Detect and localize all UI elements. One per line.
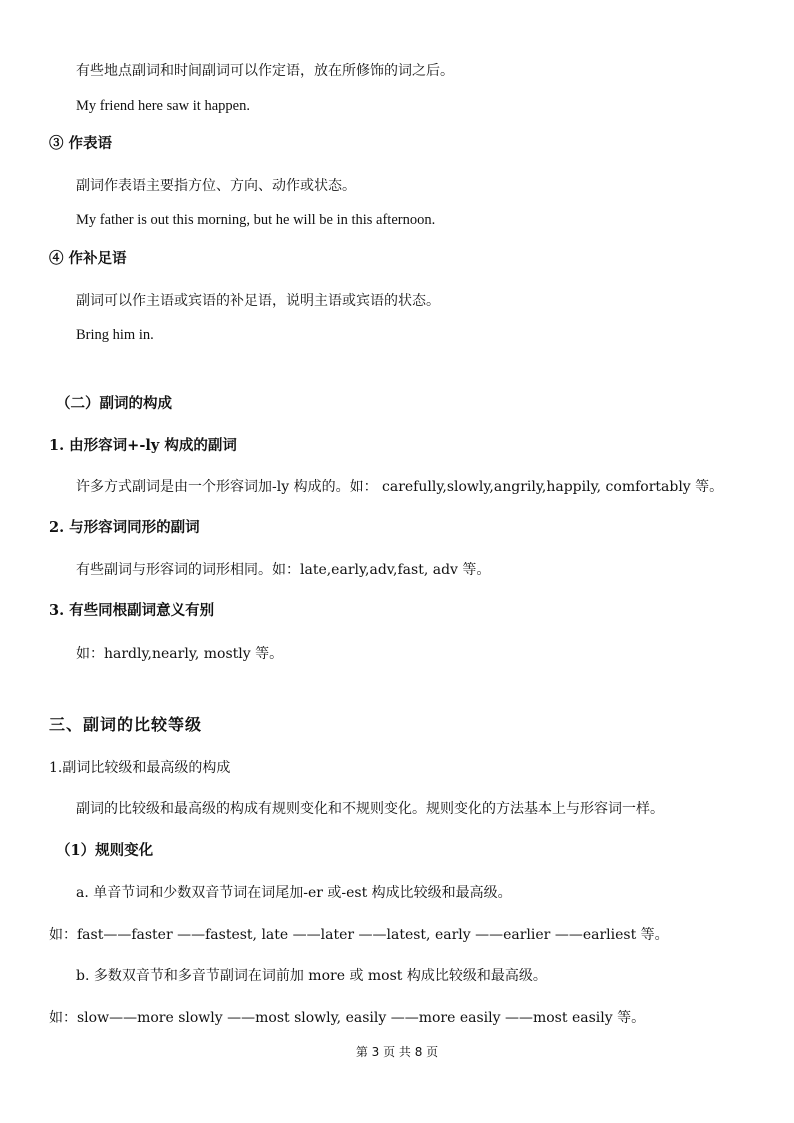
heading-adj-ly: 1. 由形容词+-ly 构成的副词 (49, 437, 237, 454)
paragraph-complement-note: 副词可以作主语或宾语的补足语，说明主语或宾语的状态。 (76, 293, 440, 309)
rule-a: a. 单音节词和少数双音节词在词尾加-er 或-est 构成比较级和最高级。 (76, 885, 512, 901)
example-sentence: My father is out this morning, but he will be in this afternoon. (76, 212, 436, 228)
paragraph-same-root: 如：hardly,nearly, mostly 等。 (76, 646, 284, 662)
subheading-predicative: ③ 作表语 (49, 135, 113, 152)
example-a: 如：fast——faster ——fastest, late ——later ——latest, early ——earlier ——earliest 等。 (49, 927, 669, 943)
page-footer: 第 3 页 共 8 页 (355, 1045, 439, 1059)
example-b: 如：slow——more slowly ——most slowly, easily ——more easily ——most easily 等。 (49, 1010, 646, 1026)
paragraph-predicative-note: 副词作表语主要指方位、方向、动作或状态。 (76, 178, 356, 194)
subheading-complement: ④ 作补足语 (49, 250, 127, 267)
heading-comparative-formation: 1.副词比较级和最高级的构成 (49, 760, 231, 776)
heading-same-root: 3. 有些同根副词意义有别 (49, 602, 215, 619)
chapter-heading-comparison: 三、副词的比较等级 (49, 715, 203, 734)
heading-same-form: 2. 与形容词同形的副词 (49, 519, 200, 536)
rule-b: b. 多数双音节和多音节副词在词前加 more 或 most 构成比较级和最高级。 (76, 968, 547, 984)
heading-regular-change: （1）规则变化 (56, 842, 154, 859)
example-sentence: Bring him in. (76, 327, 154, 343)
paragraph-comparative-intro: 副词的比较级和最高级的构成有规则变化和不规则变化。规则变化的方法基本上与形容词一样。 (76, 801, 664, 817)
section-heading-formation: （二）副词的构成 (56, 395, 172, 412)
paragraph-adj-ly: 许多方式副词是由一个形容词加-ly 构成的。如： carefully,slowly,angrily,happily, comfortably 等。 (76, 479, 724, 495)
paragraph-same-form: 有些副词与形容词的词形相同。如：late,early,adv,fast, adv 等。 (76, 562, 491, 578)
paragraph-attributive-note: 有些地点副词和时间副词可以作定语，放在所修饰的词之后。 (76, 63, 454, 79)
example-sentence: My friend here saw it happen. (76, 98, 250, 114)
